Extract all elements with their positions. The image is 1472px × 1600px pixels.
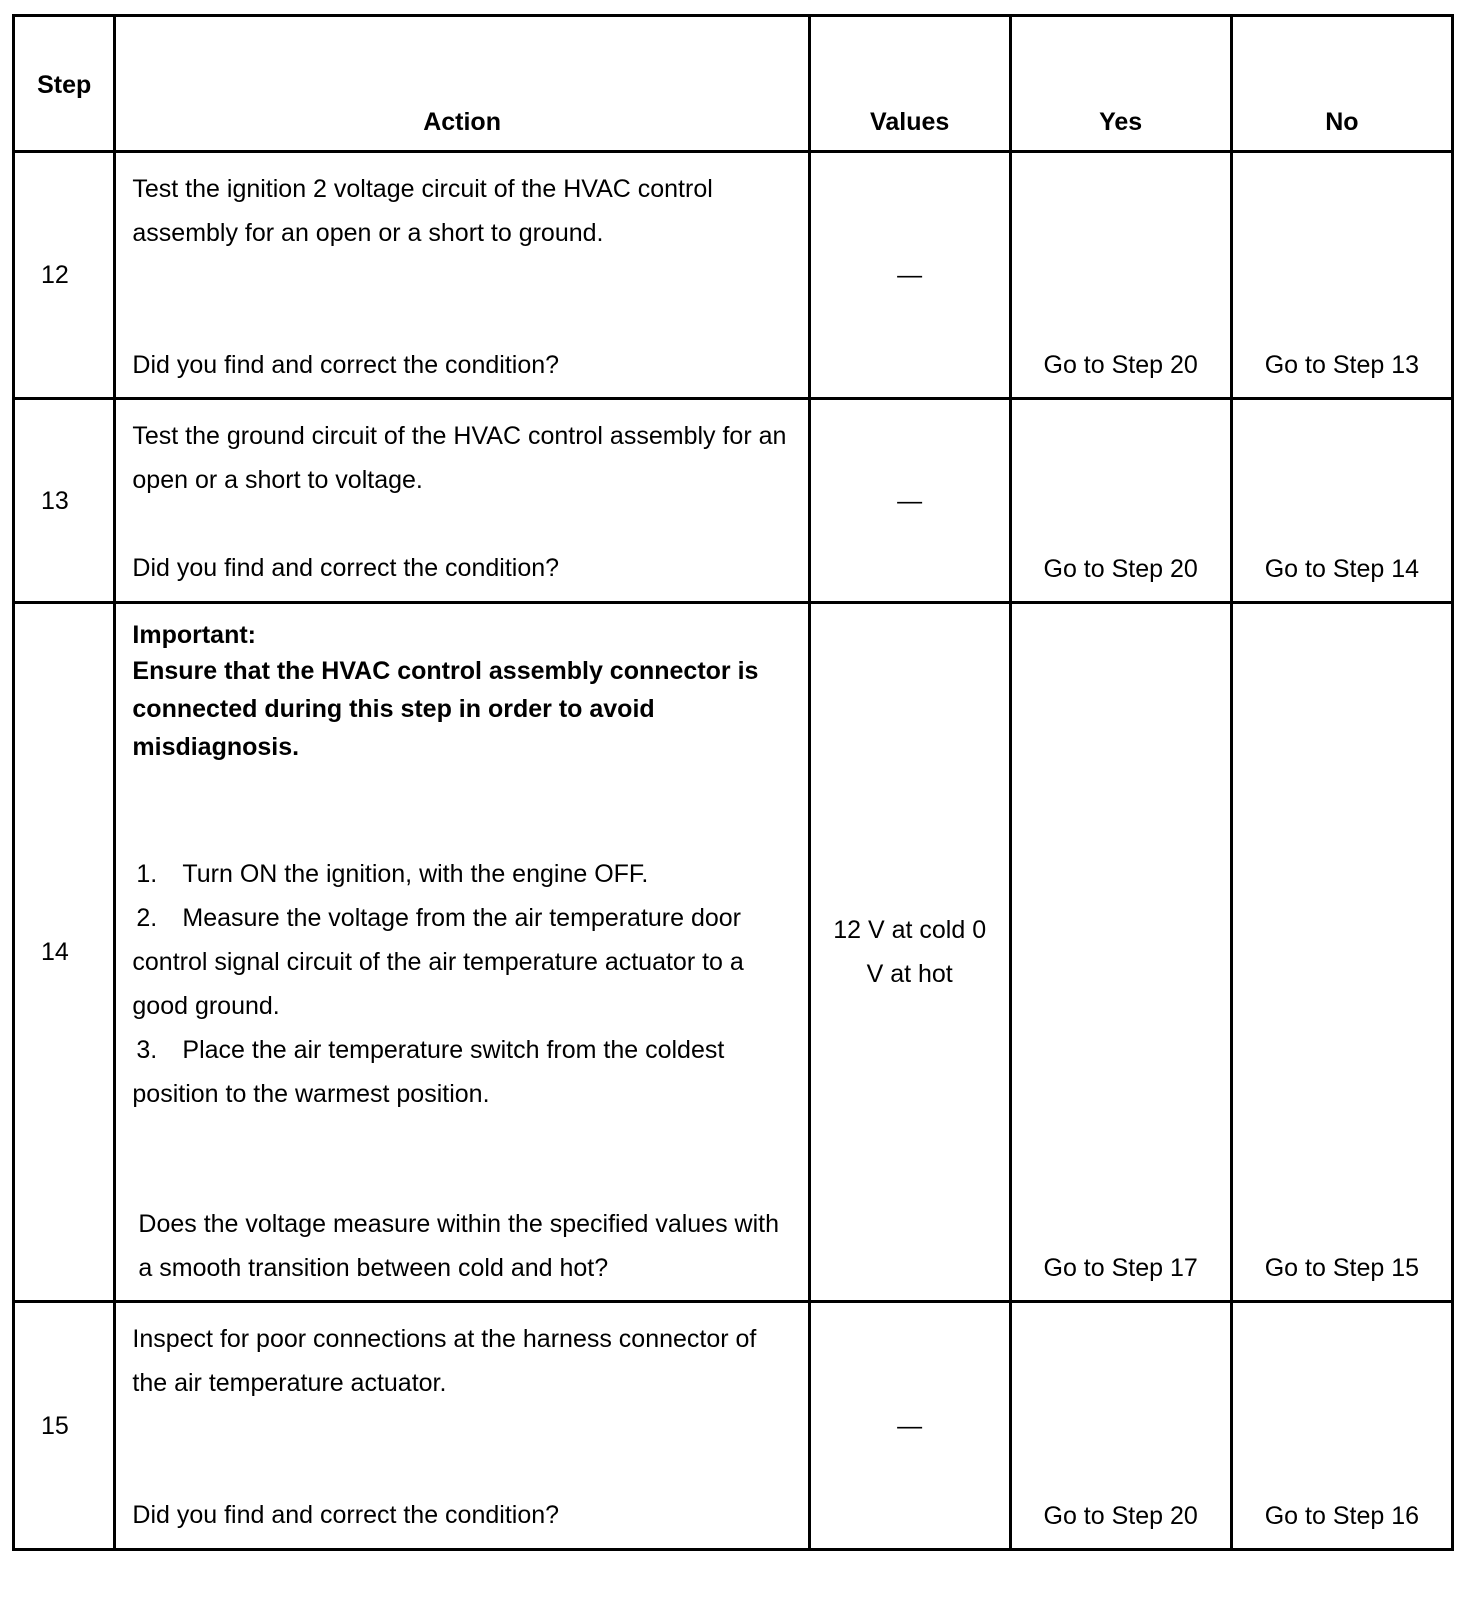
action-question: Did you find and correct the condition? xyxy=(132,351,560,379)
no-cell: Go to Step 14 xyxy=(1231,399,1452,603)
action-cell xyxy=(115,603,809,1302)
action-cell xyxy=(115,399,809,603)
header-row xyxy=(14,16,1453,152)
header-action: Action xyxy=(115,16,809,152)
procedure-list xyxy=(132,852,793,1116)
step-number: 15 xyxy=(14,1302,115,1550)
action-text: Test the ignition 2 voltage circuit of the HVAC control assembly for an open or a short to ground. xyxy=(132,175,713,247)
no-cell: Go to Step 15 xyxy=(1231,603,1452,1302)
action-cell xyxy=(115,1302,809,1550)
yes-cell: Go to Step 17 xyxy=(1010,603,1231,1302)
header-no: No xyxy=(1231,16,1452,152)
important-label: Important: xyxy=(132,621,256,649)
header-step: Step xyxy=(14,16,115,152)
table-row xyxy=(14,399,1453,603)
action-cell xyxy=(115,152,809,399)
table-row xyxy=(14,603,1453,1302)
important-note xyxy=(132,618,793,766)
diagnostic-table xyxy=(12,14,1454,1551)
action-question: Did you find and correct the condition? xyxy=(132,1501,560,1529)
procedure-step: 2. Measure the voltage from the air temperature door control signal circuit of the air temperature actuator to a good ground. xyxy=(132,904,744,1020)
values-cell: 12 V at cold 0 V at hot xyxy=(809,603,1010,1302)
procedure-step: 1. Turn ON the ignition, with the engine OFF. xyxy=(136,860,649,888)
values-cell: — xyxy=(809,399,1010,603)
no-cell: Go to Step 13 xyxy=(1231,152,1452,399)
important-text: Ensure that the HVAC control assembly connector is connected during this step in order to avoid misdiagnosis. xyxy=(132,657,759,761)
action-text: Test the ground circuit of the HVAC control assembly for an open or a short to voltage. xyxy=(132,422,787,494)
table-row xyxy=(14,1302,1453,1550)
yes-cell: Go to Step 20 xyxy=(1010,1302,1231,1550)
procedure-step: 3. Place the air temperature switch from the coldest position to the warmest position. xyxy=(132,1036,725,1108)
header-values: Values xyxy=(809,16,1010,152)
values-cell: — xyxy=(809,152,1010,399)
values-cell: — xyxy=(809,1302,1010,1550)
action-question: Does the voltage measure within the specified values with a smooth transition between cold and hot? xyxy=(138,1210,780,1282)
step-number: 12 xyxy=(14,152,115,399)
table-row xyxy=(14,152,1453,399)
no-cell: Go to Step 16 xyxy=(1231,1302,1452,1550)
yes-cell: Go to Step 20 xyxy=(1010,152,1231,399)
action-text: Inspect for poor connections at the harness connector of the air temperature actuator. xyxy=(132,1325,757,1397)
header-yes: Yes xyxy=(1010,16,1231,152)
action-question: Did you find and correct the condition? xyxy=(132,554,560,582)
step-number: 14 xyxy=(14,603,115,1302)
step-number: 13 xyxy=(14,399,115,603)
yes-cell: Go to Step 20 xyxy=(1010,399,1231,603)
